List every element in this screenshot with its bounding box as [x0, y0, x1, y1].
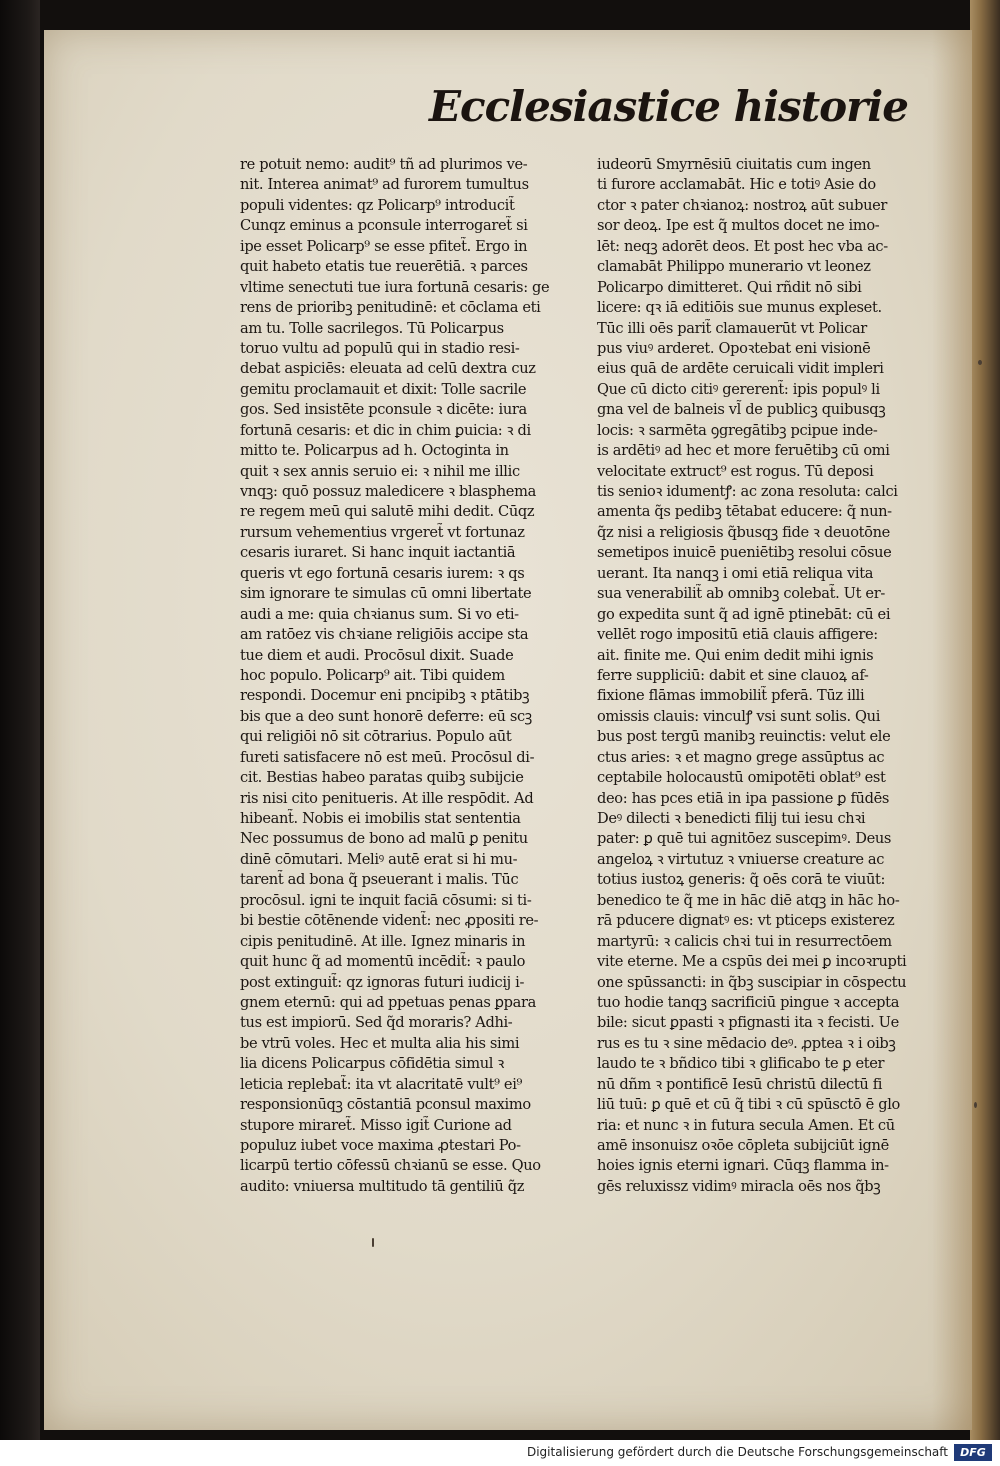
- text-line: gemitu proclamauit et dixit: Tolle sacrile: [240, 380, 527, 398]
- text-line: post extinguit̃: qz ignoras futuri iudicij i-: [240, 973, 525, 991]
- text-line: uerant. Ita nanqꝫ i omi etiā reliqua vita: [597, 564, 874, 582]
- text-line: dinē cōmutari. Meliꝰ autē erat si hi mu-: [240, 850, 518, 868]
- text-line: nit. Interea animat⁹ ad furorem tumultus: [240, 176, 529, 194]
- text-line: mitto te. Policarpus ad h. Octoginta in: [240, 442, 509, 460]
- text-line: amē insonuisz oꝛōe cōpleta subijciūt ignē: [597, 1137, 889, 1154]
- text-line: vellēt rogo impositū etiā clauis affigere:: [597, 626, 878, 644]
- text-line: deo: has pces etiā in ipa passione ꝑ fūdēs: [597, 789, 890, 807]
- text-line: ipe esset Policarp⁹ se esse pfitet̃. Ergo in: [240, 237, 528, 255]
- text-line: leticia replebat̃: ita vt alacritatē vult⁹ ei⁹: [240, 1075, 523, 1093]
- text-line: Cunqz eminus a pconsule interrogaret̃ si: [240, 217, 528, 235]
- text-line: rā pducere dignatꝰ es: vt pticeps existerez: [597, 912, 895, 930]
- text-line: semetipos inuicē pueniētibꝫ resolui cōsue: [597, 544, 892, 562]
- text-line: am tu. Tolle sacrilegos. Tū Policarpus: [240, 319, 504, 337]
- ink-speck: [974, 1102, 977, 1108]
- text-line: vite eterne. Me a cspūs dei mei ꝑ incoꝛrupti: [597, 953, 907, 971]
- text-line: rens de prioribꝫ penitudinē: et cōclama eti: [240, 299, 541, 317]
- text-line: tue diem et audi. Procōsul dixit. Suade: [240, 646, 514, 664]
- text-line: totius iustoꝝ generis: q̃ oēs corā te viuūt:: [597, 871, 886, 889]
- text-line: vnqꝫ: quō possuz maledicere ꝛ blasphema: [240, 483, 536, 500]
- text-line: locis: ꝛ sarmēta ꝯgregātibꝫ pcipue inde-: [597, 421, 878, 439]
- text-line: eius quā de ardēte ceruicali vidit impleri: [597, 360, 884, 378]
- text-line: iudeorū Smyrnēsiū ciuitatis cum ingen: [597, 156, 871, 173]
- text-line: tus est impiorū. Sed q̃d moraris? Adhi-: [240, 1014, 513, 1032]
- text-line: quit hunc q̃ ad momentū incēdit̃: ꝛ paulo: [240, 953, 526, 971]
- text-line: cesaris iuraret. Si hanc inquit iactantiā: [240, 544, 516, 562]
- text-line: sua venerabilit̃ ab omnibꝫ colebat̃. Ut er-: [597, 585, 885, 603]
- text-line: gēs reluxissz vidimꝰ miracla oēs nos q̃bꝫ: [597, 1177, 881, 1195]
- text-line: bile: sicut ꝑpasti ꝛ pfignasti ita ꝛ fecisti. Ue: [597, 1014, 899, 1032]
- board-edge: [0, 0, 40, 1440]
- text-line: benedico te q̃ me in hāc diē atqꝫ in hāc ho-: [597, 891, 900, 909]
- text-line: ctor ꝛ pater chꝛianoꝝ: nostroꝝ aūt subuer: [597, 196, 888, 214]
- text-line: toruo vultu ad populū qui in stadio resi-: [240, 339, 520, 357]
- text-line: tarent̃ ad bona q̃ pseuerant i malis. Tūc: [240, 871, 519, 889]
- text-line: sim ignorare te simulas cū omni libertate: [240, 585, 532, 603]
- text-line: cipis penitudinē. At ille. Ignez minaris in: [240, 932, 526, 950]
- text-line: q̃z nisi a religiosis q̃busqꝫ fide ꝛ deuotōne: [597, 523, 890, 541]
- text-line: is ardētiꝰ ad hec et more feruētibꝫ cū omi: [597, 442, 890, 460]
- text-line: populuz iubet voce maxima ꝓtestari Po-: [240, 1137, 521, 1154]
- text-line: populi videntes: qz Policarp⁹ introducit̃: [240, 196, 515, 214]
- text-line: cit. Bestias habeo paratas quibꝫ subijcie: [240, 769, 524, 787]
- dfg-logo: DFG: [954, 1444, 992, 1461]
- text-line: licarpū tertio cōfessū chꝛianū se esse. Quo: [240, 1157, 541, 1175]
- text-line: ceptabile holocaustū omipotēti oblat⁹ est: [597, 769, 886, 787]
- text-line: responsionūqꝫ cōstantiā pconsul maximo: [240, 1096, 531, 1114]
- text-line: queris vt ego fortunā cesaris iurem: ꝛ qs: [240, 564, 525, 582]
- text-line: ferre suppliciū: dabit et sine clauoꝝ af-: [597, 666, 869, 684]
- text-line: amenta q̃s pedibꝫ tētabat educere: q̃ nun-: [597, 503, 892, 521]
- text-line: bis que a deo sunt honorē deferre: eū scꝫ: [240, 707, 532, 725]
- text-line: audito: vniuersa multitudo tā gentiliū q̃z: [240, 1177, 525, 1195]
- text-line: nū dñm ꝛ pontificē Iesū christū dilectū fi: [597, 1075, 883, 1093]
- text-line: qui religiōi nō sit cōtrarius. Populo aūt: [240, 728, 512, 746]
- text-line: ria: et nunc ꝛ in futura secula Amen. Et cū: [597, 1116, 895, 1134]
- text-line: procōsul. igni te inquit faciā cōsumi: si ti-: [240, 891, 532, 909]
- text-line: quit ꝛ sex annis seruio ei: ꝛ nihil me illic: [240, 462, 520, 480]
- text-line: ris nisi cito penitueris. At ille respōdit. Ad: [240, 789, 534, 807]
- text-line: Que cū dicto citiꝰ gererent̃: ipis populꝰ li: [597, 380, 880, 398]
- text-line: rursum vehementius vrgeret̃ vt fortunaz: [240, 523, 525, 541]
- text-column-left: [240, 155, 570, 1197]
- text-line: audi a me: quia chꝛianus sum. Si vo eti-: [240, 605, 519, 623]
- text-line: licere: qꝛ iā editiōis sue munus expleset.: [597, 299, 882, 317]
- text-line: fureti satisfacere nō est meū. Procōsul di-: [240, 748, 535, 766]
- text-line: fixione flāmas immobilit̃ pferā. Tūz illi: [597, 687, 865, 705]
- text-line: tuo hodie tanqꝫ sacrificiū pingue ꝛ accepta: [597, 993, 900, 1011]
- text-line: ctus aries: ꝛ et magno grege assūptus ac: [597, 748, 885, 766]
- text-column-right: [597, 155, 927, 1197]
- text-line: one spūssancti: in q̃bꝫ suscipiar in cōspectu: [597, 973, 907, 991]
- text-line: hoc populo. Policarp⁹ ait. Tibi quidem: [240, 666, 505, 684]
- text-line: rus es tu ꝛ sine mēdacio deꝰ. ꝓptea ꝛ i oibꝫ: [597, 1034, 896, 1052]
- text-line: hibeant̃. Nobis ei imobilis stat sententia: [240, 810, 521, 827]
- text-line: pus viuꝰ arderet. Opoꝛtebat eni visionē: [597, 339, 871, 357]
- footer-credit: Digitalisierung gefördert durch die Deutsche Forschungsgemeinschaft: [526, 1445, 948, 1459]
- text-line: re regem meū qui salutē mihi dedit. Cūqz: [240, 503, 535, 521]
- text-line: stupore miraret̃. Misso igit̃ Curione ad: [240, 1116, 512, 1134]
- text-line: quit habeto etatis tue reuerētiā. ꝛ parces: [240, 258, 528, 276]
- text-line: pater: ꝑ quē tui agnitōez suscepimꝰ. Deus: [597, 830, 892, 848]
- text-line: debat aspiciēs: eleuata ad celū dextra cuz: [240, 360, 536, 378]
- text-line: Deꝰ dilecti ꝛ benedicti filij tui iesu chꝛi: [597, 810, 866, 827]
- text-line: ti furore acclamabāt. Hic e totiꝰ Asie do: [597, 176, 876, 194]
- text-line: bus post tergū manibꝫ reuinctis: velut ele: [597, 728, 891, 746]
- text-line: Tūc illi oēs parit̃ clamauerūt vt Policar: [597, 319, 867, 337]
- text-line: gnem eternū: qui ad ppetuas penas ꝑpara: [240, 993, 537, 1011]
- text-line: clamabāt Philippo munerario vt leonez: [597, 258, 871, 276]
- footer-bar: [0, 1440, 1000, 1466]
- text-line: Nec possumus de bono ad malū ꝑ penitu: [240, 830, 528, 848]
- text-line: angeloꝝ ꝛ virtutuz ꝛ vniuerse creature ac: [597, 850, 885, 868]
- book-page: [44, 30, 972, 1430]
- text-line: fortunā cesaris: et dic in chim ꝑuicia: ꝛ di: [240, 421, 531, 439]
- text-line: martyrū: ꝛ calicis chꝛi tui in resurrectōem: [597, 932, 892, 950]
- text-line: am ratōez vis chꝛiane religiōis accipe sta: [240, 626, 529, 644]
- text-line: gos. Sed insistēte pconsule ꝛ dicēte: iura: [240, 401, 527, 419]
- text-line: hoies ignis eterni ignari. Cūqꝫ flamma in-: [597, 1157, 889, 1175]
- text-line: respondi. Docemur eni pncipibꝫ ꝛ ptātibꝫ: [240, 687, 530, 705]
- running-head: Ecclesiastice historie: [429, 82, 908, 131]
- text-line: lēt: neqꝫ adorēt deos. Et post hec vba ac-: [597, 237, 888, 255]
- text-line: re potuit nemo: audit⁹ tñ ad plurimos ve-: [240, 156, 528, 173]
- text-line: laudo te ꝛ bñdico tibi ꝛ glificabo te ꝑ eter: [597, 1055, 885, 1073]
- text-line: lia dicens Policarpus cōfidētia simul ꝛ: [240, 1055, 504, 1073]
- text-line: bi bestie cōtēnende vident̃: nec ꝓpositi re-: [240, 912, 539, 930]
- text-line: gna vel de balneis vl̃ de publicꝫ quibusqꝫ: [597, 401, 886, 419]
- text-line: tis senioꝛ idumentꝭ: ac zona resoluta: calci: [597, 483, 898, 500]
- binding-edge: [970, 0, 1000, 1440]
- text-line: liū tuū: ꝑ quē et cū q̃ tibi ꝛ cū spūsctō ē glo: [597, 1096, 900, 1114]
- text-line: ait. finite me. Qui enim dedit mihi ignis: [597, 646, 874, 664]
- text-line: sor deoꝝ. Ipe est q̃ multos docet ne imo-: [597, 217, 880, 235]
- text-line: go expedita sunt q̃ ad ignē ptinebāt: cū ei: [597, 605, 891, 623]
- text-line: vltime senectuti tue iura fortunā cesaris: ge: [240, 278, 550, 296]
- ink-speck: [372, 1238, 374, 1247]
- text-line: velocitate extruct⁹ est rogus. Tū deposi: [597, 462, 874, 480]
- text-line: omissis clauis: vinculꝭ vsi sunt solis. Qui: [597, 707, 881, 725]
- text-line: Policarpo dimitteret. Qui rñdit nō sibi: [597, 278, 862, 296]
- text-line: be vtrū voles. Hec et multa alia his simi: [240, 1034, 520, 1052]
- ink-speck: [978, 360, 982, 365]
